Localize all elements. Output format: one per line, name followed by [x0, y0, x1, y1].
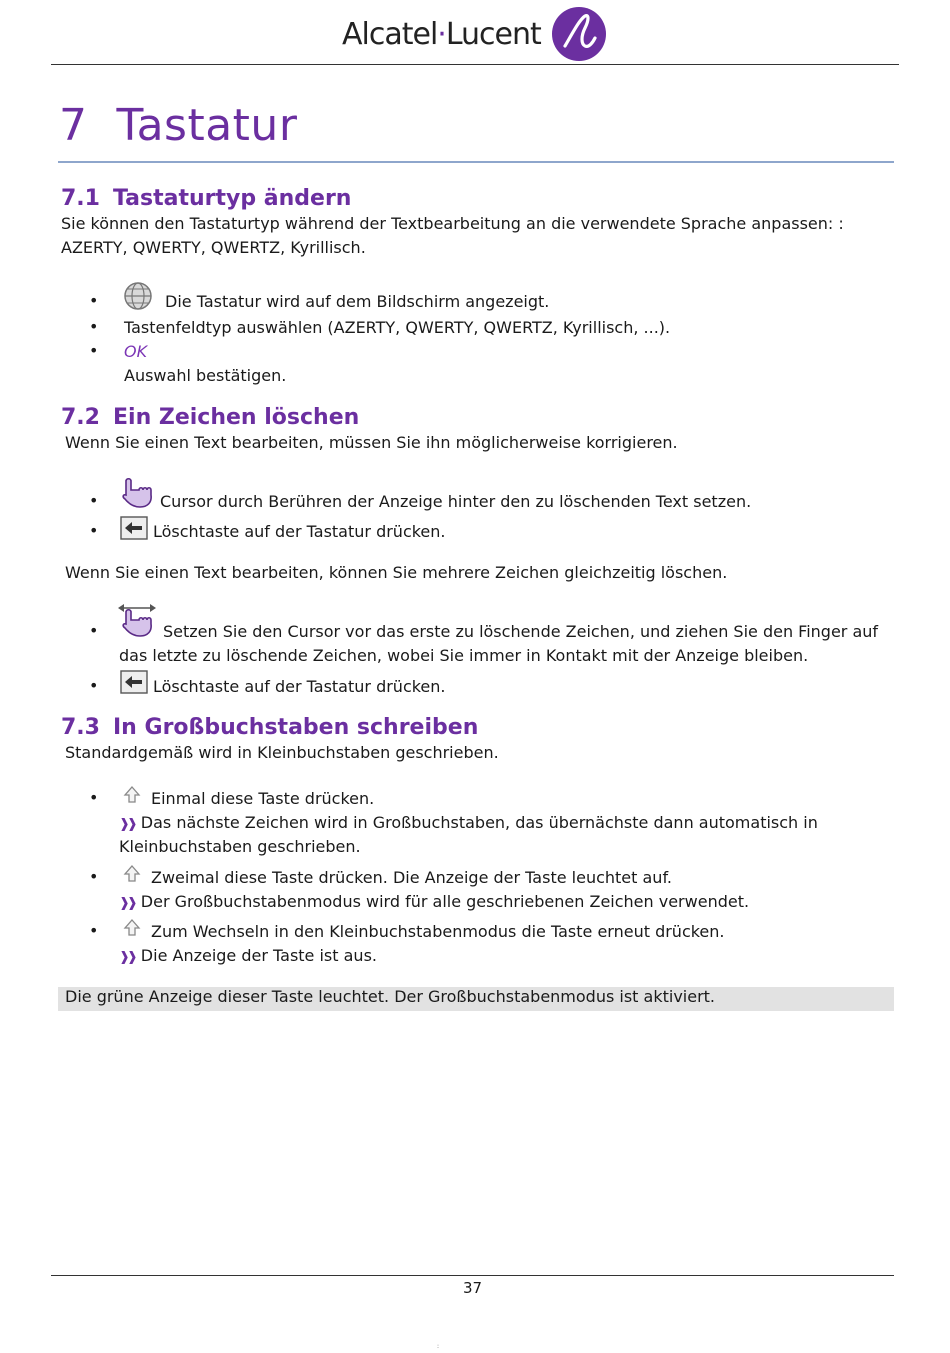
- result-line-continuation: Kleinbuchstaben geschrieben.: [119, 837, 361, 856]
- section-heading-7-3: 7.3 In Großbuchstaben schreiben: [61, 715, 479, 740]
- bullet: •: [89, 317, 99, 336]
- section-heading-7-2: 7.2 Ein Zeichen löschen: [61, 405, 360, 430]
- bullet: •: [89, 521, 99, 540]
- tap-hand-icon: [120, 477, 154, 509]
- bullet: •: [89, 788, 99, 807]
- bullet: •: [89, 341, 99, 360]
- footer-rule: [51, 1275, 894, 1276]
- section-intro: Standardgemäß wird in Kleinbuchstaben geschrieben.: [65, 743, 499, 762]
- result-line: ❱❱ Die Anzeige der Taste ist aus.: [119, 946, 377, 965]
- section-intro: Wenn Sie einen Text bearbeiten, müssen Sie ihn möglicherweise korrigieren.: [65, 433, 678, 452]
- backspace-icon: [120, 516, 148, 540]
- list-item: Zum Wechseln in den Kleinbuchstabenmodus die Taste erneut drücken.: [151, 922, 725, 941]
- list-item: Auswahl bestätigen.: [124, 366, 287, 385]
- list-item: Cursor durch Berühren der Anzeige hinter den zu löschenden Text setzen.: [160, 492, 752, 511]
- result-line: ❱❱ Das nächste Zeichen wird in Großbuchstaben, das übernächste dann automatisch in: [119, 813, 818, 832]
- chapter-rule: [58, 161, 894, 163]
- bullet: •: [89, 491, 99, 510]
- ok-softkey-label: OK: [124, 342, 148, 361]
- result-arrow-icon: ❱❱: [119, 817, 135, 832]
- backspace-icon: [120, 670, 148, 694]
- page-number: 37: [462, 1279, 483, 1297]
- bullet: •: [89, 921, 99, 940]
- list-item: Löschtaste auf der Tastatur drücken.: [153, 522, 446, 541]
- section-heading-7-1: 7.1 Tastaturtyp ändern: [61, 186, 352, 211]
- bullet: •: [89, 291, 99, 310]
- list-item: Setzen Sie den Cursor vor das erste zu löschende Zeichen, und ziehen Sie den Finger auf: [163, 622, 879, 641]
- section-intro: Wenn Sie einen Text bearbeiten, können Sie mehrere Zeichen gleichzeitig löschen.: [65, 563, 728, 582]
- shift-arrow-icon: [123, 919, 141, 937]
- section-intro: Sie können den Tastaturtyp während der Textbearbeitung an die verwendete Sprache anpassen: : AZERTY, QWERTY, QWERTZ, Kyrillisch.: [61, 214, 844, 257]
- bullet: •: [89, 621, 99, 640]
- globe-icon: [122, 281, 154, 311]
- result-line: ❱❱ Der Großbuchstabenmodus wird für alle geschriebenen Zeichen verwendet.: [119, 892, 750, 911]
- logo-mark-icon: [551, 6, 607, 62]
- list-item: Die Tastatur wird auf dem Bildschirm angezeigt.: [165, 292, 550, 311]
- list-item: Löschtaste auf der Tastatur drücken.: [153, 677, 446, 696]
- list-item: Tastenfeldtyp auswählen (AZERTY, QWERTY, QWERTZ, Kyrillisch, ...).: [124, 318, 671, 337]
- brand-logo: [342, 4, 607, 64]
- list-item-continuation: das letzte zu löschende Zeichen, wobei Sie immer in Kontakt mit der Anzeige bleiben.: [119, 646, 809, 665]
- bullet: •: [89, 676, 99, 695]
- header-rule: [51, 64, 899, 65]
- swipe-hand-icon: [116, 602, 158, 638]
- result-arrow-icon: ❱❱: [119, 950, 135, 965]
- list-item: Zweimal diese Taste drücken. Die Anzeige der Taste leuchtet auf.: [151, 868, 672, 887]
- result-arrow-icon: ❱❱: [119, 896, 135, 911]
- note-text: Die grüne Anzeige dieser Taste leuchtet. Der Großbuchstabenmodus ist aktiviert.: [65, 987, 716, 1006]
- shift-arrow-icon: [123, 786, 141, 804]
- footer-mark: :: [437, 1343, 440, 1350]
- logo-text: Alcatel·Lucent: [342, 16, 541, 52]
- bullet: •: [89, 867, 99, 886]
- list-item: Einmal diese Taste drücken.: [151, 789, 375, 808]
- shift-arrow-icon: [123, 865, 141, 883]
- chapter-title: 7 Tastatur: [59, 100, 298, 151]
